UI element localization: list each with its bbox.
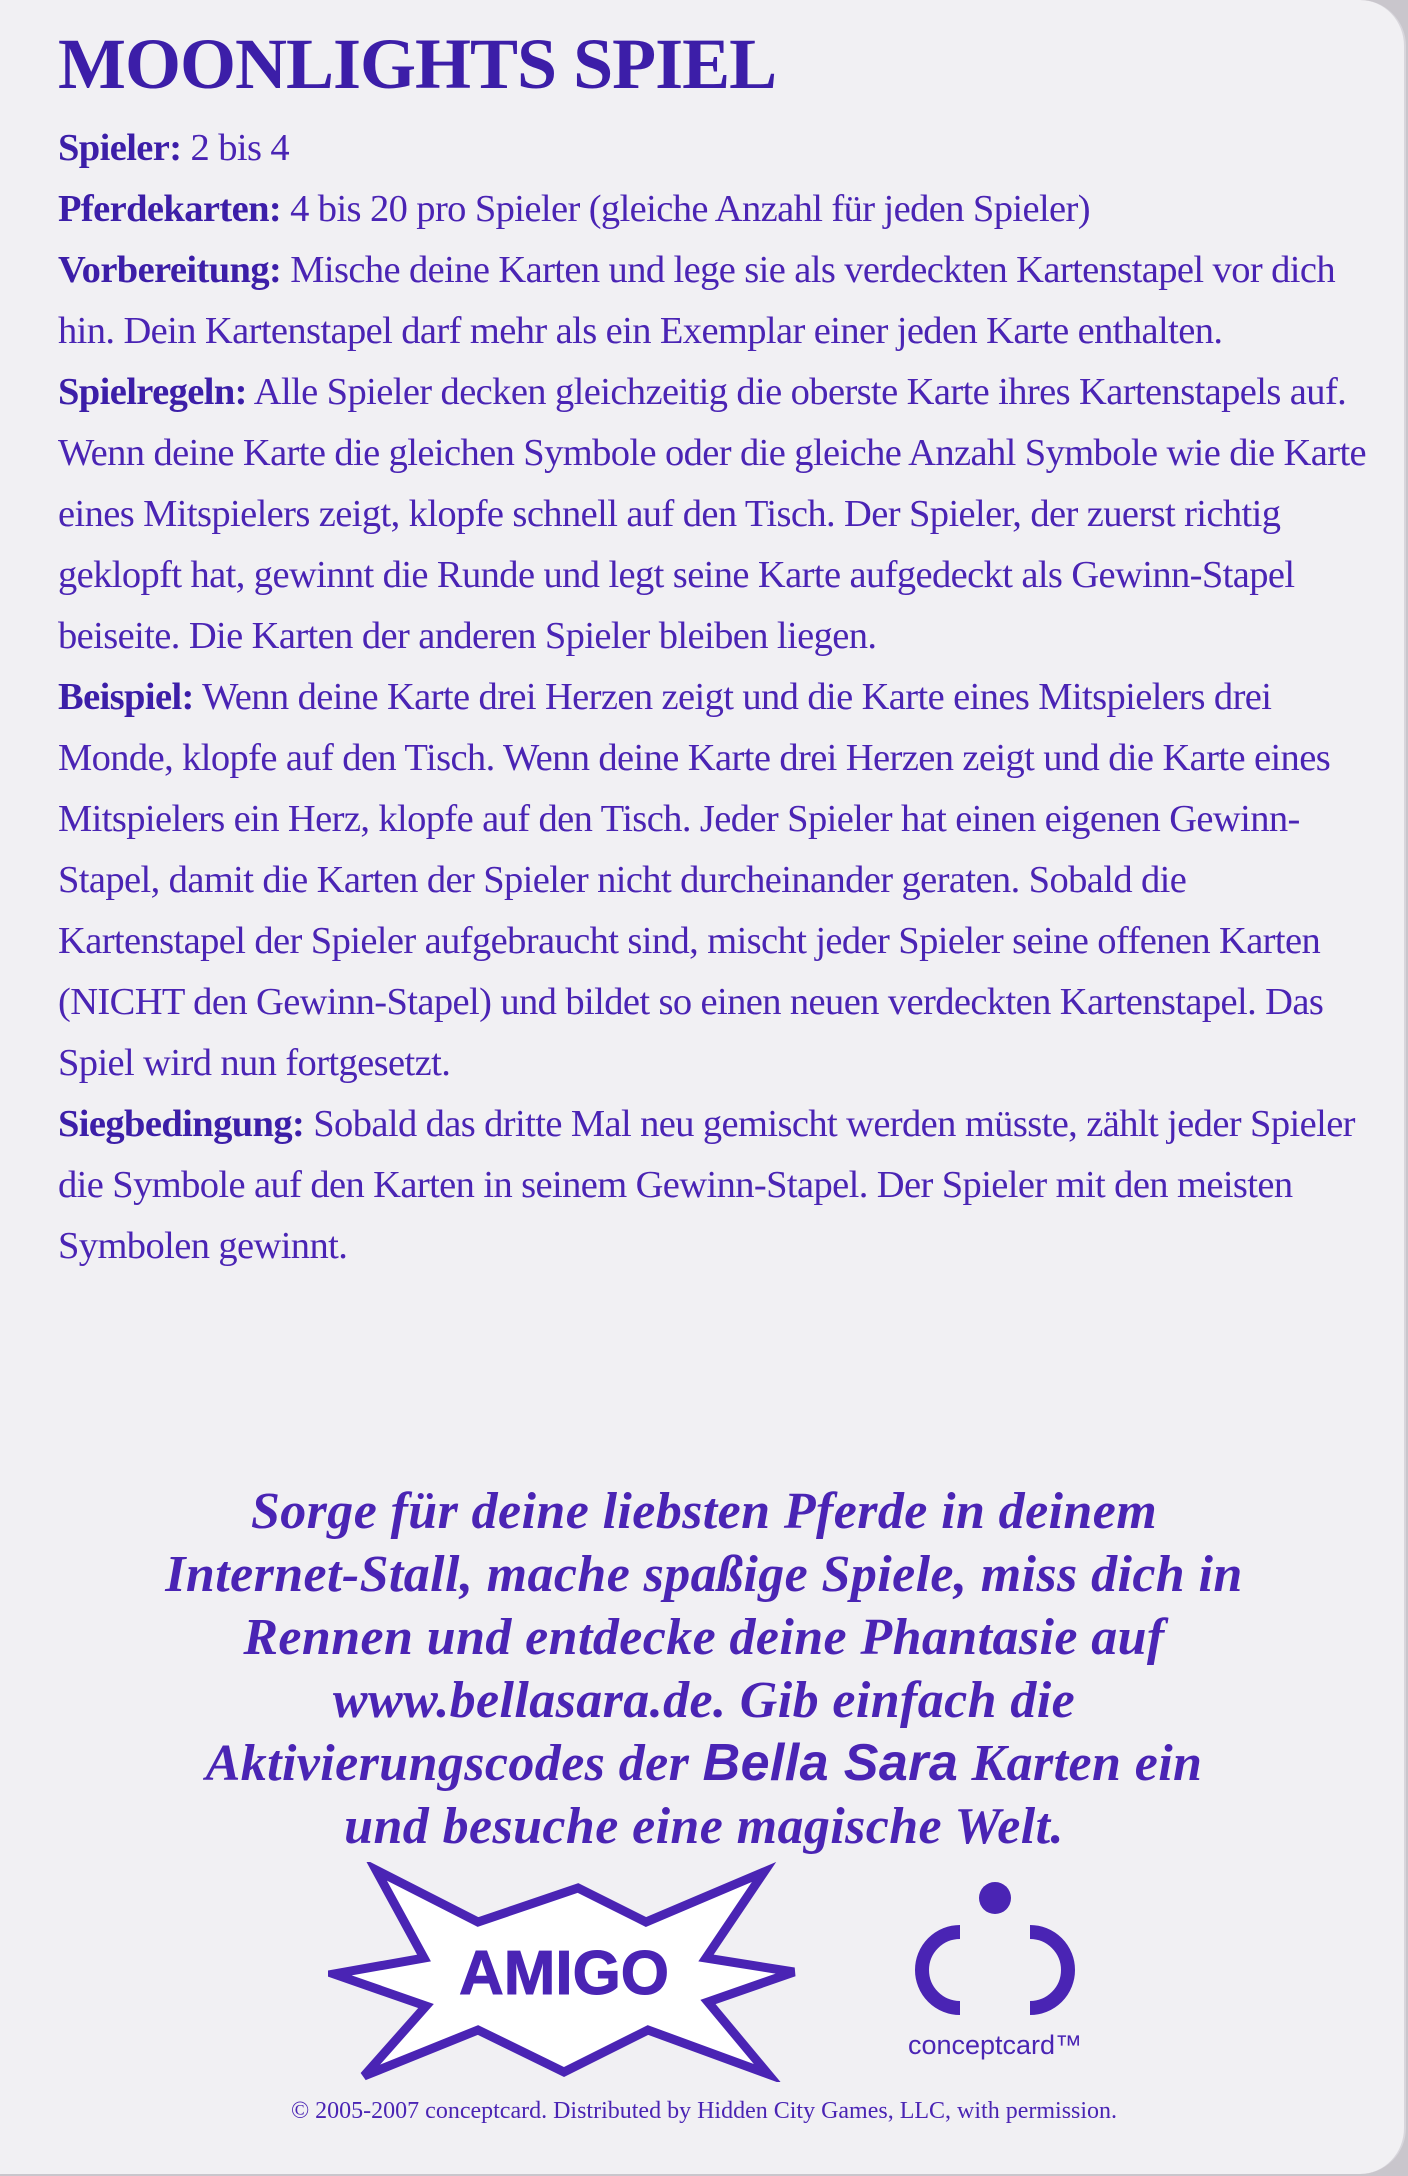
section-text: 4 bis 20 pro Spieler (gleiche Anzahl für jeden Spieler) (281, 188, 1090, 230)
amigo-logo (328, 1862, 800, 2082)
promo-line: Rennen und entdecke deine Phantasie auf (243, 1609, 1165, 1666)
section-rules (58, 362, 1378, 667)
promo-fragment: Aktivierungscodes der (205, 1735, 703, 1792)
section-victory (58, 1094, 1378, 1277)
conceptcard-wordmark: conceptcard™ (907, 2030, 1083, 2060)
section-label: Spielregeln: (58, 371, 247, 413)
promo-line: Sorge für deine liebsten Pferde in deinem (250, 1483, 1158, 1540)
conceptcard-logo (880, 1870, 1110, 2080)
promo-fragment: Karten ein (958, 1735, 1203, 1792)
section-text: Wenn deine Karte drei Herzen zeigt und die Karte eines Mitspielers drei Monde, klopfe auf den Tisch. Wenn deine Karte drei Herzen zeigt und die Karte eines Mitspielers ein Herz, klopfe auf den Tisch. Jeder Spieler hat einen eigenen Gewinn-Stapel, damit die Karten der Spieler nicht durcheinander geraten. Sobald die Kartenstapel der Spieler aufgebraucht sind, mischt jeder Spieler seine offenen Karten (NICHT den Gewinn-Stapel) und bildet so einen neuen verdeckten Kartenstapel. Das Spiel wird nun fortgesetzt. (58, 676, 1331, 1084)
promo-line: www.bellasara.de. Gib einfach die (332, 1672, 1076, 1729)
promo-line: und besuche eine magische Welt. (344, 1798, 1064, 1855)
section-label: Pferdekarten: (58, 188, 282, 230)
brand-name: Bella Sara (702, 1734, 959, 1792)
section-text: Sobald das dritte Mal neu gemischt werden müsste, zählt jeder Spieler die Symbole auf den Karten in seinem Gewinn-Stapel. Der Spieler mit den meisten Symbolen gewinnt. (58, 1103, 1355, 1267)
section-preparation (58, 240, 1378, 362)
promo-text (40, 1480, 1368, 1858)
section-text: Mische deine Karten und lege sie als verdeckten Kartenstapel vor dich hin. Dein Kartenstapel darf mehr als ein Exemplar einer jeden Karte enthalten. (58, 249, 1335, 352)
section-players (58, 118, 1378, 179)
conceptcard-icon (880, 1870, 1110, 2030)
section-text: 2 bis 4 (181, 127, 290, 169)
section-label: Vorbereitung: (58, 249, 282, 291)
section-label: Spieler: (58, 127, 182, 169)
section-text: Alle Spieler decken gleichzeitig die oberste Karte ihres Kartenstapels auf. Wenn deine Karte die gleichen Symbole oder die gleiche Anzahl Symbole wie die Karte eines Mitspielers zeigt, klopfe schnell auf den Tisch. Der Spieler, der zuerst richtig geklopft hat, gewinnt die Runde und legt seine Karte aufgedeckt als Gewinn-Stapel beiseite. Die Karten der anderen Spieler bleiben liegen. (58, 371, 1367, 657)
game-title: MOONLIGHTS SPIEL (58, 24, 777, 104)
rules-content (58, 24, 1378, 1277)
section-label: Beispiel: (58, 676, 194, 718)
promo-line (40, 1732, 1368, 1795)
amigo-wordmark: AMIGO (458, 1939, 670, 2008)
section-label: Siegbedingung: (58, 1103, 305, 1145)
section-horse-cards (58, 179, 1378, 240)
section-example (58, 667, 1378, 1094)
promo-line: Internet-Stall, mache spaßige Spiele, miss dich in (165, 1546, 1243, 1603)
copyright-notice: © 2005-2007 conceptcard. Distributed by Hidden City Games, LLC, with permission. (290, 2098, 1118, 2124)
